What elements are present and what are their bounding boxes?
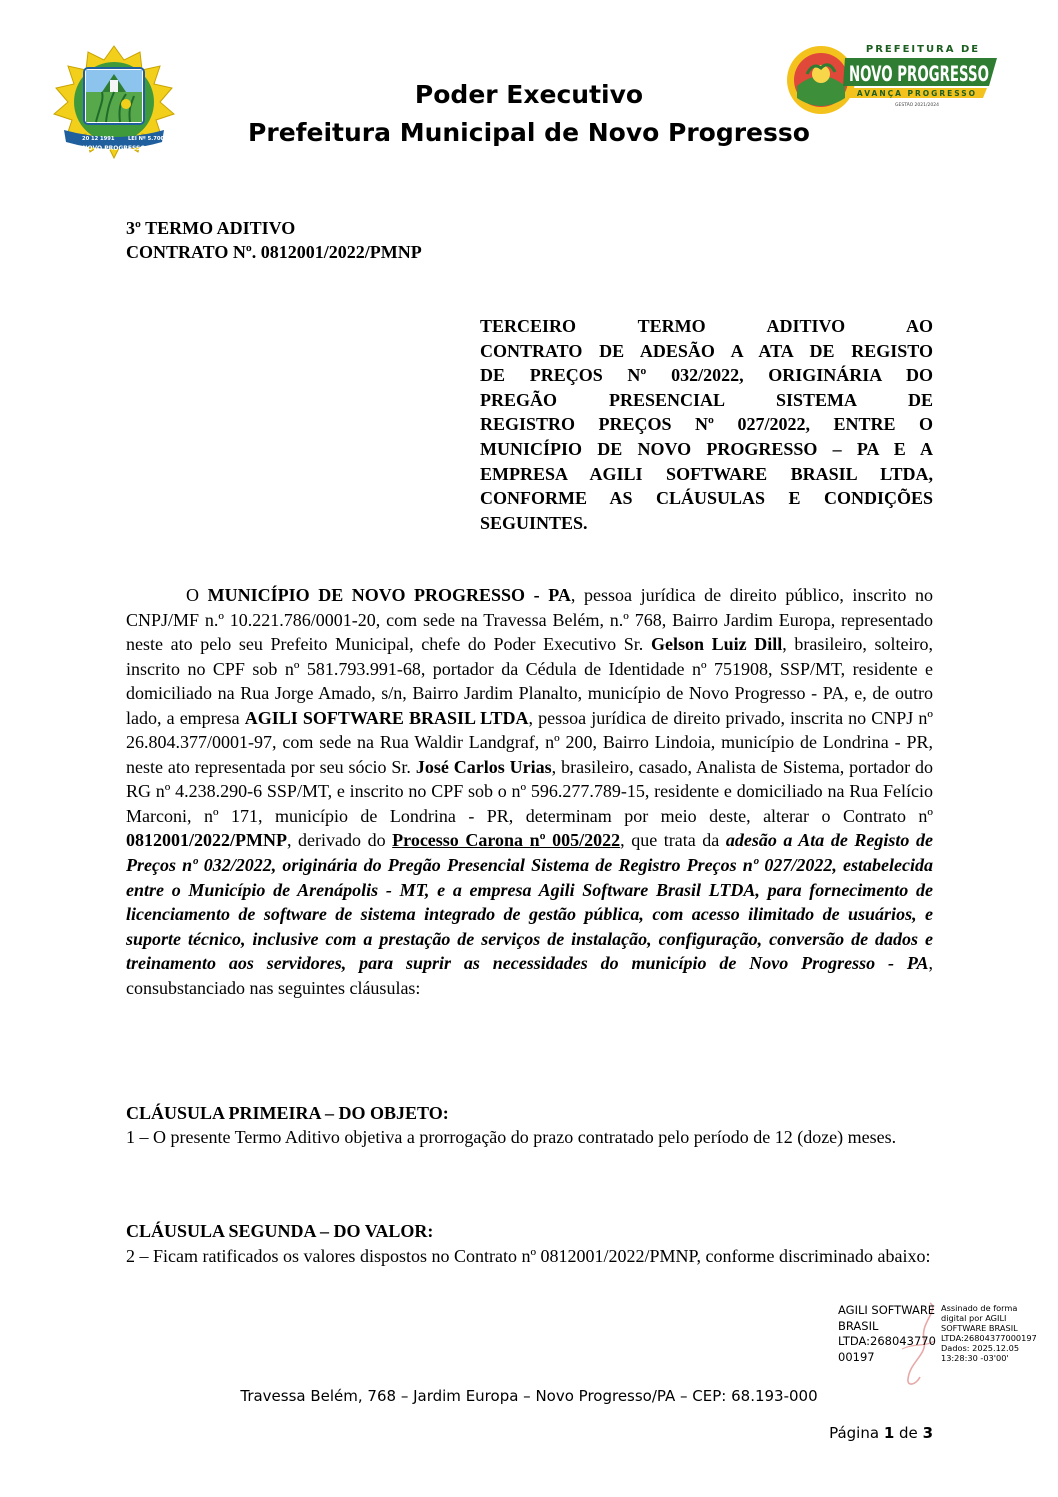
clause2-heading: CLÁUSULA SEGUNDA – DO VALOR: (126, 1221, 434, 1241)
preamble-text: , brasileiro, casado, Analista de Sistema, portador do RG nº 4.238.290-6 SSP/MT, e inscrito no CPF sob o nº 596.277.789-15, residente e domiciliado na Rua Felício Marconi, nº 171, município de Londrina - PR, determinam por meio deste, alterar o Contrato nº (126, 756, 934, 826)
crest-law-ribbon: LEI Nº 5.700 (128, 136, 165, 142)
page-separator: de (894, 1424, 923, 1442)
clause2-text: 2 – Ficam ratificados os valores dispostos no Contrato nº 0812001/2022/PMNP, conforme discriminado abaixo: (126, 1246, 931, 1266)
page-label: Página (829, 1424, 884, 1442)
page-total: 3 (922, 1424, 933, 1442)
signer-name-line: 00197 (838, 1349, 875, 1364)
clause1-text: 1 – O presente Termo Aditivo objetiva a prorrogação do prazo contratado pelo período de 12 (doze) meses. (126, 1127, 897, 1147)
ementa-line: TERCEIRO TERMO ADITIVO AO (480, 316, 933, 336)
signature-detail-line: 13:28:30 -03'00' (941, 1353, 1009, 1363)
signature-detail-line: Assinado de forma (941, 1303, 1018, 1313)
ementa-block (480, 314, 933, 535)
logo-top-text: PREFEITURA DE (865, 44, 981, 55)
ementa-line: DE PREÇOS Nº 032/2022, ORIGINÁRIA DO (480, 365, 933, 386)
contract-reference: 0812001/2022/PMNP (126, 830, 287, 851)
crest-date-ribbon: 20 12 1991 (82, 136, 115, 142)
object-description: adesão a Ata de Registo de Preços nº 032/2022, originária do Pregão Presencial Sistema de Registro Preços nº 027/2022, estabelecida entre o Município de Arenápolis - MT, e a empresa Agili Software Brasil LTDA, para fornecimento de licenciamento de software de sistema integrado de gestão pública, com acesso ilimitado de usuários, e suporte técnico, inclusive com a prestação de serviços de instalação, configuração, conversão de dados e treinamento aos servidores, para suprir as necessidades do município de Novo Progresso - PA (126, 830, 933, 974)
crest-town-ribbon: NOVO PROGRESSO (82, 145, 146, 152)
signature-detail-line: digital por AGILI (941, 1313, 1007, 1323)
document-title-block (126, 216, 422, 264)
signer-name-line: AGILI SOFTWARE (838, 1303, 936, 1317)
ementa-line: EMPRESA AGILI SOFTWARE BRASIL LTDA, (480, 463, 933, 484)
preamble-paragraph (126, 583, 933, 1000)
logo-term-text: GESTÃO 2021/2024 (895, 103, 939, 108)
header-title-line2: Prefeitura Municipal de Novo Progresso (248, 118, 810, 147)
ementa-line: MUNICÍPIO DE NOVO PROGRESSO – PA E A (480, 438, 933, 459)
header-title-line1: Poder Executivo (414, 80, 644, 109)
preamble-text: , brasileiro, solteiro, inscrito no CPF sob nº 581.793.991-68, portador da Cédula de Identidade nº 751908, SSP/MT, residente e domiciliado na Rua Jorge Amado, s/n, Bairro Jardim Planalto, município de Novo Progresso - PA, e, de outro lado, a empresa (126, 634, 934, 728)
page-number (798, 1424, 933, 1442)
municipio-name: MUNICÍPIO DE NOVO PROGRESSO - PA (207, 585, 571, 605)
signature-details (941, 1303, 1037, 1363)
ementa-line: CONFORME AS CLÁUSULAS E CONDIÇÕES (480, 488, 933, 509)
processo-reference: Processo Carona nº 005/2022 (392, 830, 621, 851)
preamble-text: O (186, 585, 208, 605)
signer-name-line: LTDA:268043770 (838, 1334, 936, 1348)
logo-main-text: NOVO PROGRESSO (849, 62, 989, 86)
signature-detail-line: SOFTWARE BRASIL (941, 1323, 1018, 1333)
preamble-text: , consubstanciado nas seguintes cláusulas: (126, 953, 933, 998)
contract-number: CONTRATO Nº. 0812001/2022/PMNP (126, 242, 422, 262)
signer-name-line: BRASIL (838, 1318, 879, 1333)
signature-detail-line: LTDA:26804377000197 (941, 1333, 1037, 1343)
socio-name: José Carlos Urias (415, 756, 552, 777)
ementa-line: SEGUINTES. (480, 512, 588, 533)
empresa-name: AGILI SOFTWARE BRASIL LTDA (244, 707, 529, 728)
signature-detail-line: Dados: 2025.12.05 (941, 1343, 1020, 1353)
ementa-line: CONTRATO DE ADESÃO A ATA DE REGISTO (480, 340, 933, 361)
preamble-text: , pessoa jurídica de direito privado, inscrita no CNPJ nº 26.804.377/0001-97, com sede na Rua Waldir Landgraf, nº 200, Bairro Lindoia, município de Londrina - PR, neste ato representada por seu sócio Sr. (126, 707, 933, 777)
signer-name (838, 1303, 942, 1365)
digital-signature (838, 1303, 1037, 1381)
document-title: 3º TERMO ADITIVO (126, 218, 296, 238)
ementa-line: REGISTRO PREÇOS Nº 027/2022, ENTRE O (480, 414, 933, 435)
preamble-text: , que trata da (620, 830, 726, 851)
prefeito-name: Gelson Luiz Dill (650, 634, 783, 655)
ementa-line: PREGÃO PRESENCIAL SISTEMA DE (480, 389, 933, 410)
preamble-text: , derivado do (286, 830, 393, 851)
preamble-text: , pessoa jurídica de direito público, inscrito no CNPJ/MF n.º 10.221.786/0001-20, com sede na Travessa Belém, n.º 768, Bairro Jardim Europa, representado neste ato pelo seu Prefeito Municipal, chefe do Poder Executivo Sr. (126, 585, 934, 655)
page-current: 1 (883, 1424, 895, 1442)
logo-slogan-text: AVANÇA PROGRESSO (856, 89, 978, 98)
footer-address: Travessa Belém, 768 – Jardim Europa – Novo Progresso/PA – CEP: 68.193-000 (240, 1387, 818, 1405)
clause1-heading: CLÁUSULA PRIMEIRA – DO OBJETO: (126, 1103, 449, 1123)
